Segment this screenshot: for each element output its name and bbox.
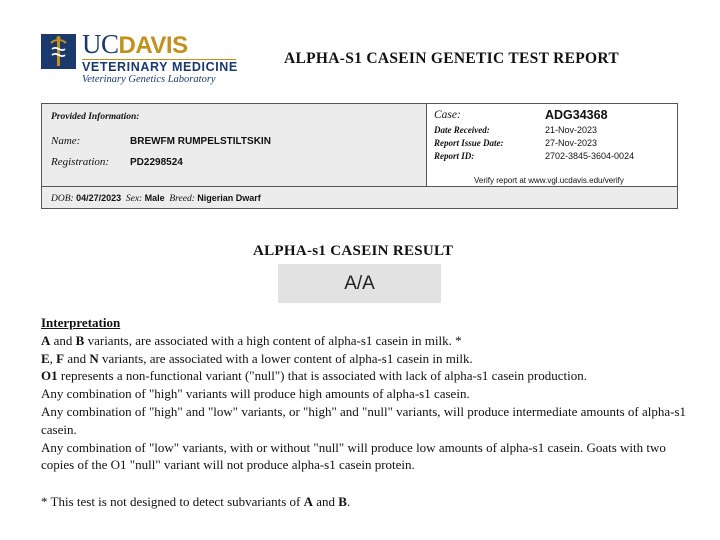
report-id-label: Report ID:	[434, 151, 475, 161]
registration-label: Registration:	[51, 156, 110, 168]
caduceus-shield-icon	[41, 34, 76, 69]
date-received-label: Date Received:	[434, 125, 490, 135]
result-box	[278, 264, 441, 303]
sex-value: Male	[144, 193, 165, 203]
case-label: Case:	[434, 109, 461, 121]
interpretation-line-1: A and B variants, are associated with a high content of alpha-s1 casein in milk. *	[41, 332, 462, 348]
date-received-value: 21-Nov-2023	[545, 125, 598, 135]
logo-lab-name: Veterinary Genetics Laboratory	[82, 74, 216, 85]
sex-label: Sex:	[125, 194, 143, 204]
footnote: * This test is not designed to detect subvariants of A and B.	[41, 494, 351, 509]
name-value: BREWFM RUMPELSTILTSKIN	[130, 136, 271, 147]
case-panel	[427, 104, 677, 186]
interpretation-line-3: O1 represents a non-functional variant ("null") that is associated with lack of alpha-s1 casein production.	[41, 368, 587, 384]
dob-value: 04/27/2023	[76, 193, 122, 203]
dob-label: DOB:	[51, 194, 74, 204]
breed-label: Breed:	[169, 194, 195, 204]
interpretation-line-4: Any combination of "high" variants will produce high amounts of alpha-s1 casein.	[41, 386, 470, 402]
logo-uc-text: UC	[82, 29, 119, 59]
case-value: ADG34368	[545, 108, 608, 122]
interpretation-section	[41, 314, 691, 474]
interpretation-line-6: Any combination of "low" variants, with or without "null" will produce low amounts of alpha-s1 casein. Goats with two copies of the O1 "null" variant will not produce alpha-s1 casein protein.	[41, 439, 666, 473]
issue-date-label: Report Issue Date:	[434, 138, 504, 148]
provided-information-panel	[42, 104, 427, 186]
result-heading: ALPHA-s1 CASEIN RESULT	[253, 243, 454, 259]
logo-vet-medicine: VETERINARY MEDICINE	[82, 60, 238, 74]
interpretation-line-5: Any combination of "high" and "low" variants, or "high" and "null" variants, will produce intermediate amounts of alpha-s1 casein.	[41, 403, 687, 437]
logo-davis-text: DAVIS	[118, 32, 188, 59]
result-value: A/A	[344, 273, 375, 294]
provided-heading: Provided Information:	[51, 112, 140, 122]
report-id-value: 2702-3845-3604-0024	[545, 151, 635, 161]
report-title: ALPHA-S1 CASEIN GENETIC TEST REPORT	[284, 50, 619, 67]
name-label: Name:	[51, 135, 81, 147]
info-box	[41, 103, 678, 209]
interpretation-title: Interpretation	[41, 315, 121, 330]
ucdavis-logo	[41, 29, 241, 85]
interpretation-line-2: E, F and N variants, are associated with a lower content of alpha-s1 casein in milk.	[41, 350, 473, 366]
issue-date-value: 27-Nov-2023	[545, 138, 598, 148]
animal-details-bar	[42, 186, 677, 209]
verify-link[interactable]: Verify report at www.vgl.ucdavis.edu/verify	[474, 176, 624, 185]
registration-value: PD2298524	[130, 157, 183, 168]
breed-value: Nigerian Dwarf	[197, 193, 261, 203]
